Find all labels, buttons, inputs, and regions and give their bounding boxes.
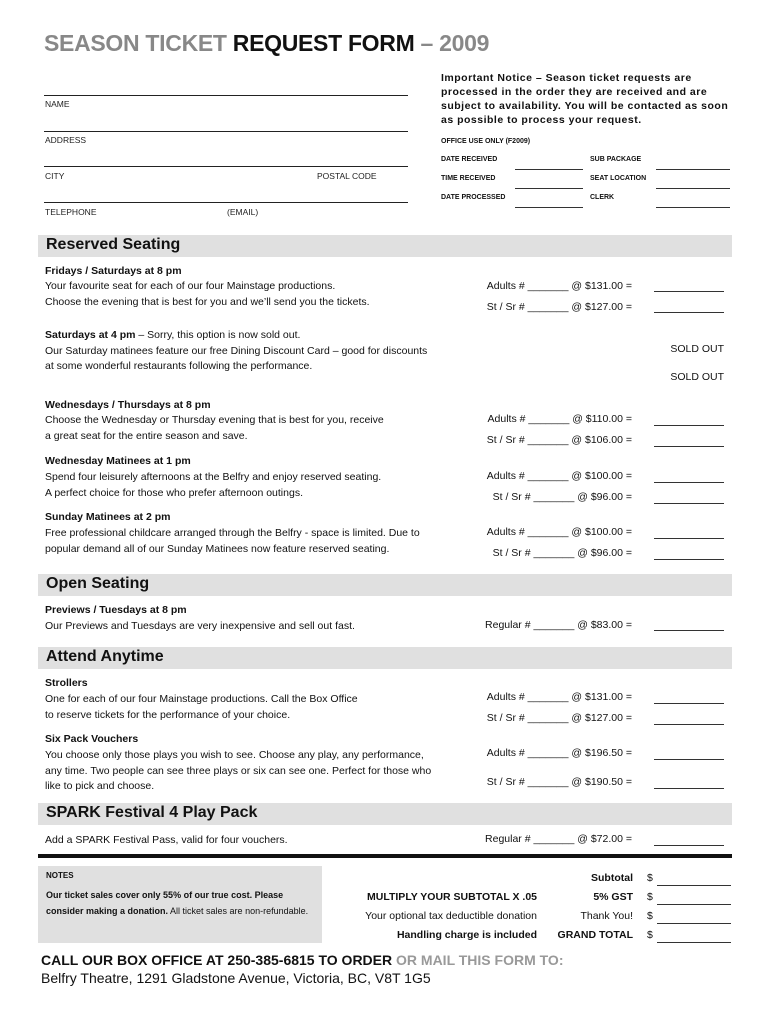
wed-thu-stsr-total[interactable] bbox=[654, 446, 724, 447]
subtotal-field[interactable] bbox=[657, 885, 731, 886]
fri-sat-stsr-price[interactable]: St / Sr # _______ @ $127.00 = bbox=[486, 301, 632, 313]
sun-matinee-adult-price[interactable]: Adults # _______ @ $100.00 = bbox=[486, 526, 632, 538]
spark-desc-1: Add a SPARK Festival Pass, valid for four vouchers. bbox=[45, 834, 288, 846]
multiply-instruction: MULTIPLY YOUR SUBTOTAL X .05 bbox=[367, 891, 537, 903]
wed-thu-adult-price[interactable]: Adults # _______ @ $110.00 = bbox=[487, 413, 632, 425]
spark-regular-price[interactable]: Regular # _______ @ $72.00 = bbox=[485, 833, 632, 845]
wed-matinee-title: Wednesday Matinees at 1 pm bbox=[45, 455, 191, 467]
sat-matinee-title: Saturdays at 4 pm – Sorry, this option is now sold out. bbox=[45, 329, 301, 341]
previews-desc-1: Our Previews and Tuesdays are very inexpensive and sell out fast. bbox=[45, 620, 355, 632]
time-received-label: TIME RECEIVED bbox=[441, 175, 496, 182]
sixpack-stsr-total[interactable] bbox=[654, 788, 724, 789]
postal-code-label: POSTAL CODE bbox=[317, 171, 377, 181]
fri-sat-adult-total[interactable] bbox=[654, 291, 724, 292]
date-received-label: DATE RECEIVED bbox=[441, 156, 498, 163]
strollers-adult-price[interactable]: Adults # _______ @ $131.00 = bbox=[486, 691, 632, 703]
address-field[interactable] bbox=[44, 131, 408, 132]
name-label: NAME bbox=[45, 99, 70, 109]
clerk-label: CLERK bbox=[590, 194, 615, 201]
sun-matinee-title: Sunday Matinees at 2 pm bbox=[45, 511, 171, 523]
sun-matinee-stsr-price[interactable]: St / Sr # _______ @ $96.00 = bbox=[492, 547, 632, 559]
notes-body: Our ticket sales cover only 55% of our true cost. Please consider making a donation. All ticket sales are non-refundable. bbox=[46, 890, 309, 916]
sixpack-desc-3: like to pick and choose. bbox=[45, 780, 155, 792]
strollers-adult-total[interactable] bbox=[654, 703, 724, 704]
sub-package-field[interactable] bbox=[656, 169, 730, 170]
wed-thu-adult-total[interactable] bbox=[654, 425, 724, 426]
donation-dollar: $ bbox=[647, 910, 653, 922]
clerk-field[interactable] bbox=[656, 207, 730, 208]
wed-thu-title: Wednesdays / Thursdays at 8 pm bbox=[45, 399, 211, 411]
wed-matinee-adult-price[interactable]: Adults # _______ @ $100.00 = bbox=[486, 470, 632, 482]
fri-sat-desc-2: Choose the evening that is best for you and we’ll send you the tickets. bbox=[45, 296, 370, 308]
donation-field[interactable] bbox=[657, 923, 731, 924]
section-attend-anytime: Attend Anytime bbox=[38, 647, 732, 669]
gst-label: 5% GST bbox=[593, 891, 633, 903]
date-processed-field[interactable] bbox=[515, 207, 583, 208]
important-notice: Important Notice – Season ticket requests are processed in the order they are received and are subject to availability. You will be contacted as soon as possible to process your request. bbox=[441, 72, 729, 126]
handling-note: Handling charge is included bbox=[396, 929, 537, 941]
call-box-office: CALL OUR BOX OFFICE AT 250-385-6815 TO ORDER OR MAIL THIS FORM TO: bbox=[41, 952, 564, 968]
grand-total-label: GRAND TOTAL bbox=[557, 929, 633, 941]
previews-regular-price[interactable]: Regular # _______ @ $83.00 = bbox=[485, 619, 632, 631]
sun-matinee-adult-total[interactable] bbox=[654, 538, 724, 539]
page-title: SEASON TICKET REQUEST FORM – 2009 bbox=[44, 30, 490, 56]
notes-box bbox=[38, 866, 322, 943]
telephone-label: TELEPHONE bbox=[45, 207, 97, 217]
previews-regular-total[interactable] bbox=[654, 630, 724, 631]
seat-location-label: SEAT LOCATION bbox=[590, 175, 647, 182]
sixpack-desc-1: You choose only those plays you wish to see. Choose any play, any performance, bbox=[45, 749, 424, 761]
donation-label: Your optional tax deductible donation bbox=[365, 910, 537, 922]
wed-matinee-stsr-total[interactable] bbox=[654, 503, 724, 504]
date-processed-label: DATE PROCESSED bbox=[441, 194, 506, 201]
wed-matinee-adult-total[interactable] bbox=[654, 482, 724, 483]
name-field[interactable] bbox=[44, 95, 408, 96]
sun-matinee-stsr-total[interactable] bbox=[654, 559, 724, 560]
sixpack-adult-price[interactable]: Adults # _______ @ $196.50 = bbox=[486, 747, 632, 759]
city-label: CITY bbox=[45, 171, 65, 181]
sun-matinee-desc-1: Free professional childcare arranged through the Belfry - space is limited. Due to bbox=[45, 527, 420, 539]
sat-matinee-desc-2: at some wonderful restaurants following the performance. bbox=[45, 360, 313, 372]
grand-total-field[interactable] bbox=[657, 942, 731, 943]
thank-you-label: Thank You! bbox=[580, 910, 633, 922]
date-received-field[interactable] bbox=[515, 169, 583, 170]
email-label: (EMAIL) bbox=[227, 207, 259, 217]
fri-sat-stsr-total[interactable] bbox=[654, 312, 724, 313]
fri-sat-desc-1: Your favourite seat for each of our four Mainstage productions. bbox=[45, 280, 336, 292]
sixpack-title: Six Pack Vouchers bbox=[45, 733, 139, 745]
divider-bar bbox=[38, 854, 732, 858]
sun-matinee-desc-2: popular demand all of our Sunday Matinees now feature reserved seating. bbox=[45, 543, 390, 555]
address-label: ADDRESS bbox=[45, 135, 87, 145]
wed-thu-stsr-price[interactable]: St / Sr # _______ @ $106.00 = bbox=[486, 434, 632, 446]
fri-sat-title: Fridays / Saturdays at 8 pm bbox=[45, 265, 182, 277]
wed-matinee-desc-1: Spend four leisurely afternoons at the Belfry and enjoy reserved seating. bbox=[45, 471, 382, 483]
sold-out-label-1: SOLD OUT bbox=[670, 343, 724, 355]
strollers-desc-1: One for each of our four Mainstage productions. Call the Box Office bbox=[45, 693, 358, 705]
gst-field[interactable] bbox=[657, 904, 731, 905]
previews-title: Previews / Tuesdays at 8 pm bbox=[45, 604, 187, 616]
strollers-stsr-total[interactable] bbox=[654, 724, 724, 725]
subtotal-label: Subtotal bbox=[591, 872, 633, 884]
section-reserved-seating: Reserved Seating bbox=[38, 235, 732, 257]
time-received-field[interactable] bbox=[515, 188, 583, 189]
grand-total-dollar: $ bbox=[647, 929, 653, 941]
seat-location-field[interactable] bbox=[656, 188, 730, 189]
strollers-title: Strollers bbox=[45, 677, 88, 689]
office-use-heading: OFFICE USE ONLY (F2009) bbox=[441, 138, 531, 145]
spark-regular-total[interactable] bbox=[654, 845, 724, 846]
wed-thu-desc-1: Choose the Wednesday or Thursday evening that is best for you, receive bbox=[45, 414, 384, 426]
sold-out-label-2: SOLD OUT bbox=[670, 371, 724, 383]
wed-matinee-desc-2: A perfect choice for those who prefer afternoon outings. bbox=[45, 487, 303, 499]
subtotal-dollar: $ bbox=[647, 872, 653, 884]
city-field[interactable] bbox=[44, 166, 408, 167]
wed-thu-desc-2: a great seat for the entire season and save. bbox=[45, 430, 248, 442]
gst-dollar: $ bbox=[647, 891, 653, 903]
sub-package-label: SUB PACKAGE bbox=[590, 156, 642, 163]
sixpack-stsr-price[interactable]: St / Sr # _______ @ $190.50 = bbox=[486, 776, 632, 788]
section-open-seating: Open Seating bbox=[38, 574, 732, 596]
section-spark-festival: SPARK Festival 4 Play Pack bbox=[38, 803, 732, 825]
mailing-address: Belfry Theatre, 1291 Gladstone Avenue, Victoria, BC, V8T 1G5 bbox=[41, 970, 431, 986]
sixpack-adult-total[interactable] bbox=[654, 759, 724, 760]
fri-sat-adult-price[interactable]: Adults # _______ @ $131.00 = bbox=[486, 280, 632, 292]
sixpack-desc-2: any time. Two people can see three plays or six can see one. Perfect for those who bbox=[45, 765, 432, 777]
telephone-field[interactable] bbox=[44, 202, 408, 203]
wed-matinee-stsr-price[interactable]: St / Sr # _______ @ $96.00 = bbox=[492, 491, 632, 503]
strollers-desc-2: to reserve tickets for the performance of your choice. bbox=[45, 709, 291, 721]
notes-title: NOTES bbox=[46, 871, 74, 880]
strollers-stsr-price[interactable]: St / Sr # _______ @ $127.00 = bbox=[486, 712, 632, 724]
sat-matinee-desc-1: Our Saturday matinees feature our free Dining Discount Card – good for discounts bbox=[45, 345, 428, 357]
